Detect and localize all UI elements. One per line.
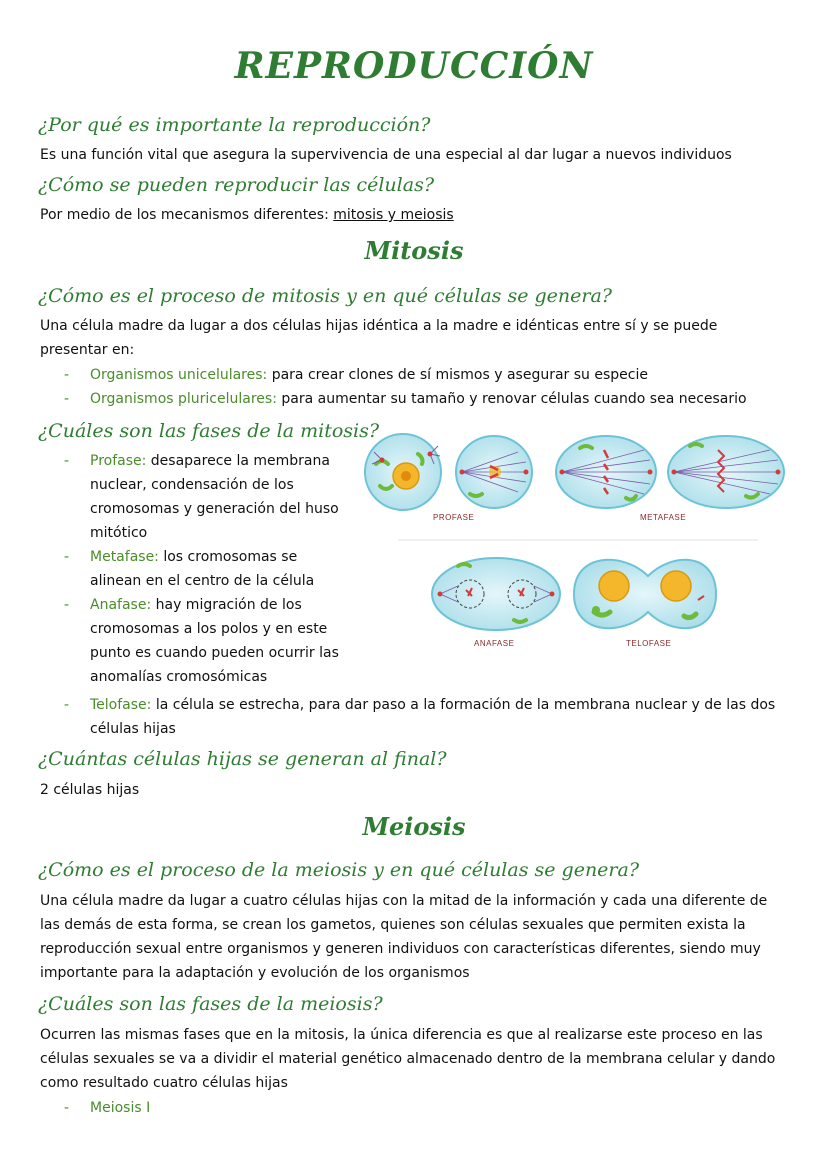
meiosis-heading: Meiosis xyxy=(362,812,466,841)
answer-how-reproduce xyxy=(40,203,454,227)
question-meiosis-phases: ¿Cuáles son las fases de la meiosis? xyxy=(38,993,383,1015)
metafase-cell-2-icon xyxy=(668,436,784,508)
phase-text: hay migración de los cromosomas a los polos y en este punto es cuando pueden ocurrir las anomalías cromosómicas xyxy=(90,597,339,685)
anafase-cell-icon xyxy=(432,558,560,630)
paragraph-mitosis: Una célula madre da lugar a dos células hijas idéntica a la madre e idénticas entre sí y se puede presentar en: xyxy=(40,318,718,358)
paragraph-meiosis-phases: Ocurren las mismas fases que en la mitosis, la única diferencia es que al realizarse este proceso en las células sexuales se va a dividir el material genético almacenado dentro de la membrana celular y dando como resultado cuatro células hijas xyxy=(40,1027,776,1091)
question-mitosis-process: ¿Cómo es el proceso de mitosis y en qué células se genera? xyxy=(38,285,612,307)
term-text: para crear clones de sí mismos y asegurar su especie xyxy=(267,367,648,383)
phase-text: los cromosomas se alinean en el centro de la célula xyxy=(90,549,315,589)
mechanisms-underlined: mitosis y meiosis xyxy=(333,207,454,223)
meiosis-list xyxy=(40,1096,800,1120)
figure-label-profase: PROFASE xyxy=(433,513,475,522)
mitosis-phases-list-continued xyxy=(40,693,800,741)
profase-cell-1-icon xyxy=(365,434,441,510)
list-item xyxy=(40,545,340,593)
list-item xyxy=(40,593,340,689)
mitosis-phases-list xyxy=(40,449,340,689)
list-item xyxy=(40,363,800,387)
phase-label: Profase: xyxy=(90,453,147,469)
meiosis-item-label: Meiosis I xyxy=(90,1100,151,1116)
question-mitosis-phases: ¿Cuáles son las fases de la mitosis? xyxy=(38,420,380,442)
question-importance: ¿Por qué es importante la reproducción? xyxy=(38,114,431,136)
phase-label: Telofase: xyxy=(90,697,152,713)
question-how-reproduce: ¿Cómo se pueden reproducir las células? xyxy=(38,174,435,196)
list-item xyxy=(40,449,340,545)
phase-text: desaparece la membrana nuclear, condensación de los cromosomas y generación del huso mitótico xyxy=(90,453,339,541)
metafase-cell-1-icon xyxy=(556,436,656,508)
mitosis-heading: Mitosis xyxy=(364,236,464,265)
list-item xyxy=(40,387,800,411)
term-label: Organismos unicelulares: xyxy=(90,367,268,383)
figure-label-anafase: ANAFASE xyxy=(474,639,515,648)
term-label: Organismos pluricelulares: xyxy=(90,391,277,407)
term-text: para aumentar su tamaño y renovar células cuando sea necesario xyxy=(276,391,747,407)
phase-text: la célula se estrecha, para dar paso a la formación de la membrana nuclear y de las dos células hijas xyxy=(90,697,776,737)
profase-cell-2-icon xyxy=(456,436,532,508)
list-item xyxy=(40,693,800,741)
answer-daughter-cells: 2 células hijas xyxy=(40,782,140,798)
question-daughter-cells: ¿Cuántas células hijas se generan al final? xyxy=(38,748,447,770)
page-title: REPRODUCCIÓN xyxy=(234,45,594,87)
paragraph-meiosis: Una célula madre da lugar a cuatro células hijas con la mitad de la información y cada una diferente de las demás de esta forma, se crean los gametos, quienes son células sexuales que permiten exista la reproducción sexual entre organismos y generen individuos con características diferentes, siendo muy importante para la adaptación y evolución de los organismos xyxy=(40,893,768,981)
list-item xyxy=(40,1096,800,1120)
answer-prefix: Por medio de los mecanismos diferentes: xyxy=(40,207,334,223)
mitosis-organism-list xyxy=(40,363,800,411)
figure-label-metafase: METAFASE xyxy=(640,513,687,522)
answer-importance: Es una función vital que asegura la supervivencia de una especial al dar lugar a nuevos individuos xyxy=(40,147,732,163)
figure-label-telofase: TELOFASE xyxy=(626,639,672,648)
question-meiosis-process: ¿Cómo es el proceso de la meiosis y en qué células se genera? xyxy=(38,859,640,881)
phase-label: Anafase: xyxy=(90,597,152,613)
phase-label: Metafase: xyxy=(90,549,159,565)
telofase-cell-icon xyxy=(574,560,716,628)
mitosis-phases-figure xyxy=(358,424,794,656)
